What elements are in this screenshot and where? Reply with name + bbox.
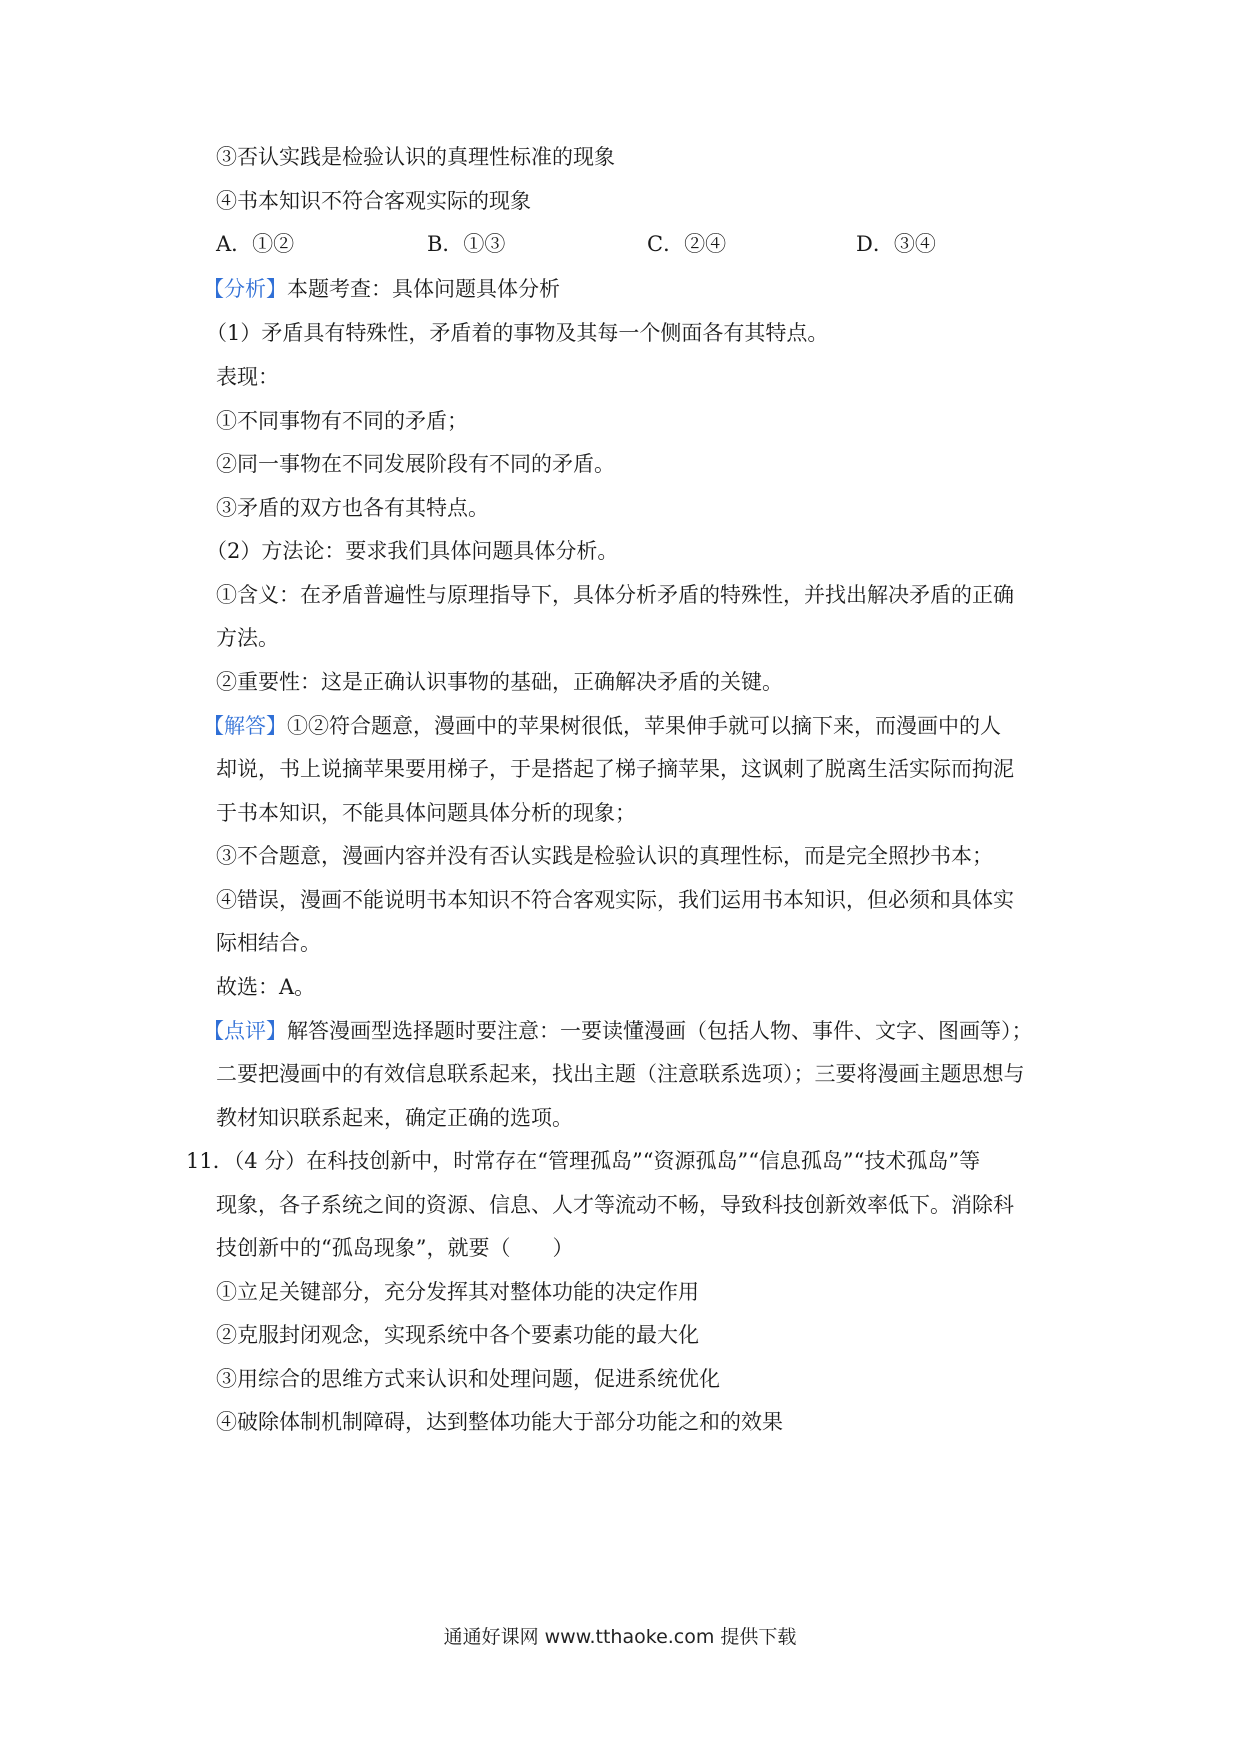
manifestation-3: ③矛盾的双方也各有其特点。 — [216, 496, 489, 520]
choice-d: D．③④ — [856, 232, 936, 256]
question-11-line-2: 现象，各子系统之间的资源、信息、人才等流动不畅，导致科技创新效率低下。消除科 — [216, 1193, 1014, 1217]
answer-line-3: 于书本知识，不能具体问题具体分析的现象； — [216, 801, 636, 825]
choice-c: C．②④ — [647, 232, 727, 256]
manifestation-label: 表现： — [216, 365, 279, 389]
answer-text: ①②符合题意，漫画中的苹果树很低，苹果伸手就可以摘下来，而漫画中的人 — [287, 714, 1001, 738]
question-11-option-3: ③用综合的思维方式来认识和处理问题，促进系统优化 — [216, 1367, 720, 1391]
manifestation-1: ①不同事物有不同的矛盾； — [216, 409, 468, 433]
answer-conclusion: 故选：A。 — [216, 975, 316, 999]
answer-line-4: ③不合题意，漫画内容并没有否认实践是检验认识的真理性标，而是完全照抄书本； — [216, 844, 993, 868]
answer-tag: 【解答】 — [203, 714, 287, 738]
analysis-tag: 【分析】 — [203, 277, 287, 301]
question-11-option-4: ④破除体制机制障碍，达到整体功能大于部分功能之和的效果 — [216, 1410, 783, 1434]
answer-line-6: 际相结合。 — [216, 931, 321, 955]
analysis-point-1: （1）矛盾具有特殊性，矛盾着的事物及其每一个侧面各有其特点。 — [206, 321, 829, 345]
question-11-option-2: ②克服封闭观念，实现系统中各个要素功能的最大化 — [216, 1323, 699, 1347]
choice-a: A．①② — [216, 232, 295, 256]
question-11-stem: 11．（4 分）在科技创新中，时常存在“管理孤岛”“资源孤岛”“信息孤岛”“技术孤岛”等 — [186, 1149, 981, 1173]
comment-text: 解答漫画型选择题时要注意：一要读懂漫画（包括人物、事件、文字、图画等）； — [287, 1019, 1033, 1043]
meaning-line-2: 方法。 — [216, 626, 279, 650]
question-11-option-1: ①立足关键部分，充分发挥其对整体功能的决定作用 — [216, 1280, 699, 1304]
choice-b: B．①③ — [427, 232, 506, 256]
importance-line: ②重要性：这是正确认识事物的基础，正确解决矛盾的关键。 — [216, 670, 783, 694]
analysis-point-2: （2）方法论：要求我们具体问题具体分析。 — [206, 539, 619, 563]
meaning-line-1: ①含义：在矛盾普遍性与原理指导下，具体分析矛盾的特殊性，并找出解决矛盾的正确 — [216, 583, 1014, 607]
answer-line-5: ④错误，漫画不能说明书本知识不符合客观实际，我们运用书本知识，但必须和具体实 — [216, 888, 1014, 912]
question-11-line-3: 技创新中的“孤岛现象”，就要（ ） — [216, 1236, 574, 1260]
answer-line — [203, 711, 1001, 741]
manifestation-2: ②同一事物在不同发展阶段有不同的矛盾。 — [216, 452, 615, 476]
comment-line-2: 二要把漫画中的有效信息联系起来，找出主题（注意联系选项）；三要将漫画主题思想与 — [216, 1062, 1025, 1086]
comment-line — [203, 1016, 1033, 1046]
option-4-line: ④书本知识不符合客观实际的现象 — [216, 189, 531, 213]
comment-line-3: 教材知识联系起来，确定正确的选项。 — [216, 1106, 573, 1130]
comment-tag: 【点评】 — [203, 1019, 287, 1043]
analysis-line — [203, 274, 560, 304]
answer-line-2: 却说，书上说摘苹果要用梯子，于是搭起了梯子摘苹果，这讽刺了脱离生活实际而拘泥 — [216, 757, 1014, 781]
footer-download-note: 通通好课网 www.tthaoke.com 提供下载 — [443, 1626, 797, 1648]
analysis-text: 本题考查：具体问题具体分析 — [287, 277, 560, 301]
option-3-line: ③否认实践是检验认识的真理性标准的现象 — [216, 145, 615, 169]
